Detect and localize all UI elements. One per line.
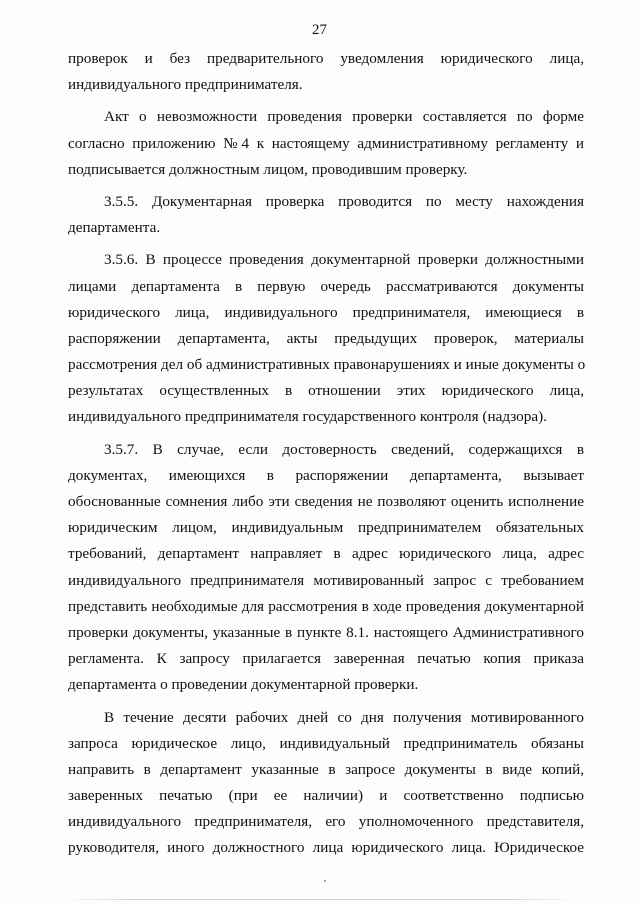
paragraph-3-5-7 (68, 437, 584, 699)
scan-speck (324, 880, 326, 882)
text-line: 3.5.7. В случае, если достоверность сведений, содержащихся в (104, 440, 584, 458)
text-line: согласно приложению №4 к настоящему административному регламенту и (68, 134, 584, 152)
text-line: представить необходимые для рассмотрения в ходе проведения документарной (68, 597, 584, 615)
text-line: лицами департамента в первую очередь рассматриваются документы (68, 277, 584, 295)
text-line: направить в департамент указанные в запросе документы в виде копий, (68, 760, 584, 778)
text-line: юридическим лицом, индивидуальным предпринимателем обязательных (68, 519, 584, 537)
text-line: департамента о проведении документарной проверки. (68, 676, 419, 694)
text-line: 3.5.6. В процессе проведения документарной проверки должностными (104, 251, 584, 269)
paragraph-act (68, 104, 584, 183)
scan-edge-line (60, 899, 580, 900)
paragraph-3-5-6 (68, 247, 584, 430)
text-line: департамента. (68, 219, 161, 237)
text-line: заверенных печатью (при ее наличии) и соответственно подписью (68, 787, 584, 805)
text-line: Акт о невозможности проведения проверки составляется по форме (104, 108, 584, 126)
paragraph-3-5-5 (68, 189, 584, 241)
text-line: распоряжении департамента, акты предыдущих проверок, материалы (68, 329, 584, 347)
text-line: проверок и без предварительного уведомления юридического лица, (68, 50, 584, 67)
text-line: руководителя, иного должностного лица юридического лица. Юридическое (68, 839, 584, 857)
paragraph-continuation (68, 46, 584, 98)
text-line: В течение десяти рабочих дней со дня получения мотивированного (104, 708, 584, 726)
page-number: 27 (312, 22, 327, 38)
text-line: требований, департамент направляет в адрес юридического лица, адрес (68, 545, 584, 563)
text-line: запроса юридическое лицо, индивидуальный предприниматель обязаны (68, 734, 584, 752)
text-line: обоснованные сомнения либо эти сведения не позволяют оценить исполнение (68, 493, 584, 510)
text-line: индивидуального предпринимателя государственного контроля (надзора). (68, 408, 547, 426)
text-line: регламента. К запросу прилагается заверенная печатью копия приказа (68, 650, 584, 668)
text-line: результатах осуществленных в отношении этих юридического лица, (68, 382, 584, 400)
text-line: индивидуального предпринимателя мотивированный запрос с требованием (68, 571, 584, 589)
paragraph-ten-days (68, 705, 584, 862)
text-line: проверки документы, указанные в пункте 8.1. настоящего Административного (68, 623, 584, 641)
document-body (68, 46, 584, 862)
text-line: юридического лица, индивидуального предпринимателя, имеющиеся в (68, 303, 584, 321)
text-line: рассмотрения дел об административных правонарушениях и иные документы о (68, 356, 586, 374)
text-line: индивидуального предпринимателя, его уполномоченного представителя, (68, 813, 584, 831)
text-line: подписывается должностным лицом, проводившим проверку. (68, 160, 468, 178)
text-line: индивидуального предпринимателя. (68, 76, 303, 94)
text-line: 3.5.5. Документарная проверка проводится по месту нахождения (104, 192, 584, 210)
text-line: документах, имеющихся в распоряжении департамента, вызывает (68, 466, 584, 484)
